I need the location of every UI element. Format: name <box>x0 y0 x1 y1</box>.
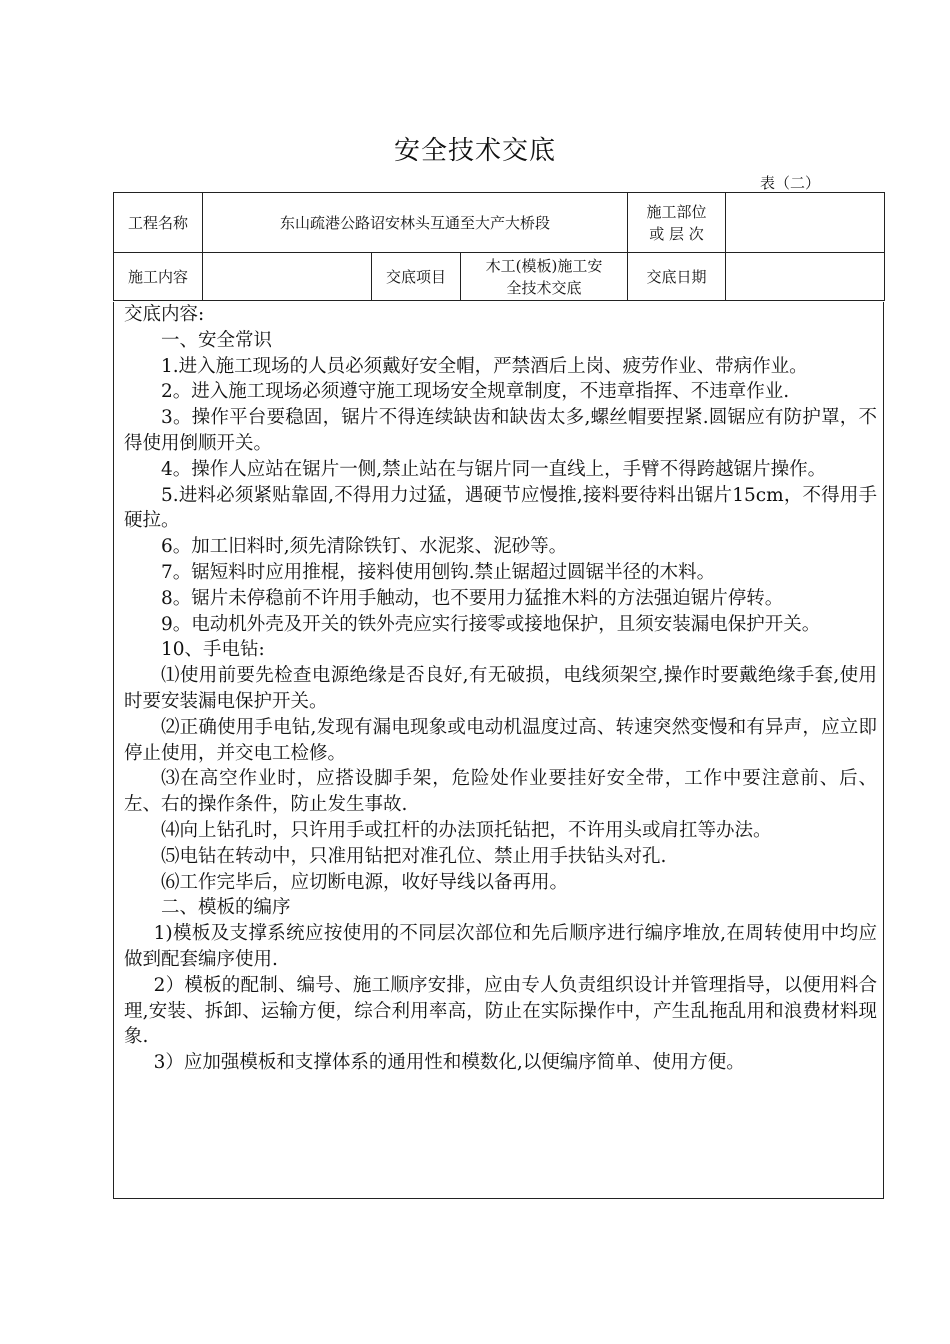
header-table <box>113 192 885 301</box>
drill-subitem-6: ⑹工作完毕后，应切断电源，收好导线以备再用。 <box>161 871 569 893</box>
content-value <box>203 253 372 301</box>
safety-item-7: 7。锯短料时应用推棍，接料使用刨钩.禁止锯超过圆锯半径的木料。 <box>161 561 716 583</box>
document-title: 安全技术交底 <box>393 136 556 166</box>
safety-item-4: 4。操作人应站在锯片一侧,禁止站在与锯片同一直线上，手臂不得跨越锯片操作。 <box>161 458 827 480</box>
drill-subitem-4: ⑷向上钻孔时，只许用手或扛杆的办法顶托钻把，不许用头或肩扛等办法。 <box>161 819 772 841</box>
drill-subitem-3: ⑶在高空作业时，应搭设脚手架，危险处作业要挂好安全带，工作中要注意前、后、左、右的操作条件，防止发生事故. <box>124 768 877 816</box>
content-heading: 交底内容: <box>124 304 205 325</box>
location-label-line2: 或 层 次 <box>649 224 704 243</box>
formwork-item-3: 3）应加强模板和支撑体系的通用性和模数化,以便编序简单、使用方便。 <box>153 1052 745 1074</box>
formwork-item-2: 2）模板的配制、编号、施工顺序安排，应由专人负责组织设计并管理指导，以便用料合理,安装、拆卸、运输方便，综合利用率高，防止在实际操作中，产生乱拖乱用和浪费材料现象. <box>124 974 877 1048</box>
briefing-text <box>114 302 883 1076</box>
drill-subitem-1: ⑴使用前要先检查电源绝缘是否良好,有无破损，电线须架空,操作时要戴绝缘手套,使用时要安装漏电保护开关。 <box>124 665 877 712</box>
project-name-value: 东山疏港公路诏安林头互通至大产大桥段 <box>203 193 628 253</box>
location-value <box>726 193 885 253</box>
table-number: 表（二） <box>760 174 821 192</box>
section-heading-formwork: 二、模板的编序 <box>161 897 291 919</box>
project-name-label: 工程名称 <box>114 193 203 253</box>
briefing-content-box <box>113 302 884 1199</box>
safety-item-8: 8。锯片未停稳前不许用手触动，也不要用力猛推木料的方法强迫锯片停转。 <box>161 587 784 609</box>
content-label: 施工内容 <box>114 253 203 301</box>
safety-item-5: 5.进料必须紧贴靠固,不得用力过猛，遇硬节应慢推,接料要待料出锯片15cm，不得用手硬拉。 <box>124 484 877 532</box>
drill-subitem-5: ⑸电钻在转动中，只准用钻把对准孔位、禁止用手扶钻头对孔. <box>161 845 667 867</box>
item-value-line2: 全技术交底 <box>506 278 582 297</box>
safety-item-6: 6。加工旧料时,须先清除铁钉、水泥浆、泥砂等。 <box>161 536 568 558</box>
safety-item-9: 9。电动机外壳及开关的铁外壳应实行接零或接地保护，且须安装漏电保护开关。 <box>161 613 821 635</box>
drill-subitem-2: ⑵正确使用手电钻,发现有漏电现象或电动机温度过高、转速突然变慢和有异声，应立即停止使用，并交电工检修。 <box>124 716 877 764</box>
safety-item-1: 1.进入施工现场的人员必须戴好安全帽，严禁酒后上岗、疲劳作业、带病作业。 <box>161 355 808 377</box>
date-value <box>726 253 885 301</box>
section-heading-safety: 一、安全常识 <box>161 329 273 351</box>
safety-item-3: 3。操作平台要稳固，锯片不得连续缺齿和缺齿太多,螺丝帽要捏紧.圆锯应有防护罩，不得使用倒顺开关。 <box>124 407 877 454</box>
location-label <box>628 193 726 253</box>
safety-item-2: 2。进入施工现场必须遵守施工现场安全规章制度，不违章指挥、不违章作业. <box>161 381 790 403</box>
location-label-line1: 施工部位 <box>646 202 707 221</box>
formwork-item-1: 1)模板及支撑系统应按使用的不同层次部位和先后顺序进行编序堆放,在周转使用中均应做到配套编序使用. <box>124 923 877 970</box>
item-label: 交底项目 <box>372 253 461 301</box>
item-value-line1: 木工(模板)施工安 <box>485 256 603 275</box>
date-label: 交底日期 <box>628 253 726 301</box>
safety-item-10: 10、手电钻: <box>161 639 265 661</box>
item-value <box>461 253 628 301</box>
